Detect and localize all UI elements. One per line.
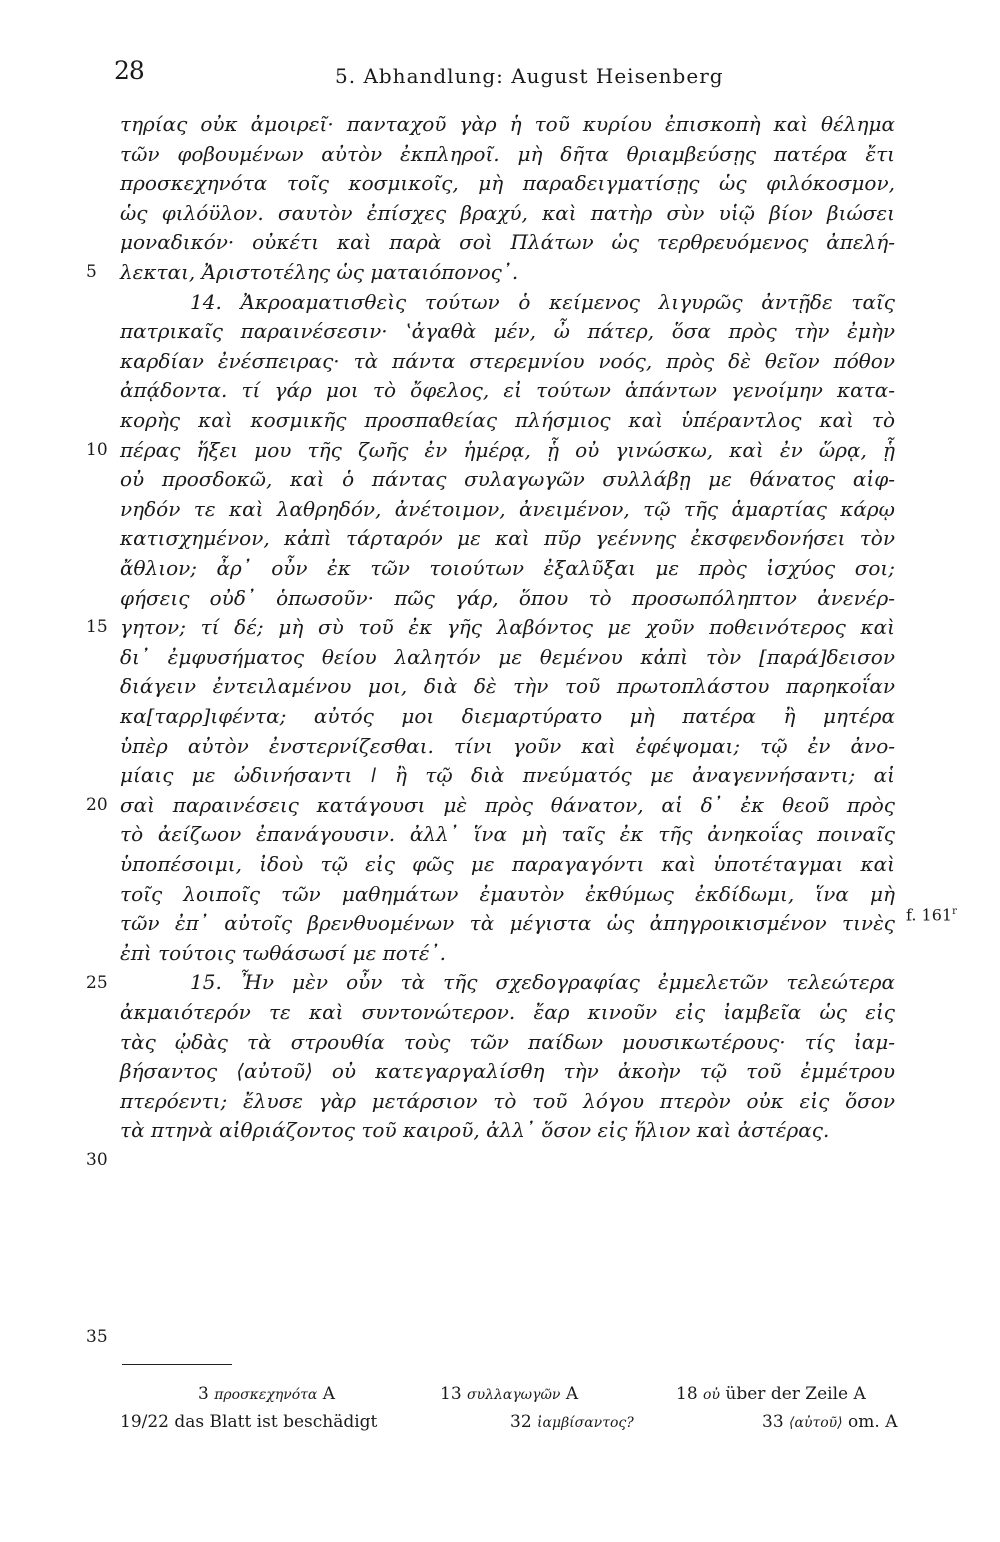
footnote	[198, 1382, 335, 1407]
text-line: μίαις με ὠδινήσαντι ǀ ἢ τῷ διὰ πνεύματός με ἀναγεννήσαντι; αἱ	[120, 763, 895, 787]
text-line: 15. Ἦν μὲν οὖν τὰ τῆς σχεδογραφίας ἐμμελετῶν τελεώτερα	[190, 970, 895, 994]
text-line: τὸ ἀείζωον ἐπανάγουσιν. ἀλλ᾿ ἵνα μὴ ταῖς ἐκ τῆς ἀνηκοΐας ποιναῖς	[120, 822, 895, 846]
text-line: πατρικαῖς παραινέσεσιν· ʽἀγαθὰ μέν, ὦ πάτερ, ὅσα πρὸς τὴν ἐμὴν	[120, 319, 895, 343]
footnote	[120, 1410, 377, 1434]
footnote-text: das Blatt ist beschädigt	[174, 1412, 378, 1432]
footnote	[676, 1382, 866, 1407]
text-line: ἄθλιον; ἆρ᾿ οὖν ἐκ τῶν τοιούτων ἐξαλῦξαι με πρὸς ἰσχύος σοι;	[120, 556, 895, 580]
footnote-ref: 33	[762, 1412, 784, 1432]
text-line: ὑποπέσοιμι, ἰδοὺ τῷ εἰς φῶς με παραγαγόντι καὶ ὑποτέταγμαι καὶ	[120, 852, 895, 876]
text-line: βήσαντος ⟨αὐτοῦ⟩ οὐ κατεγαργαλίσθη τὴν ἀκοὴν τῷ τοῦ ἐμμέτρου	[120, 1059, 895, 1083]
text-line: κορὴς καὶ κοσμικῆς προσπαθείας πλήσμιος καὶ ὑπέραντλος καὶ τὸ	[120, 408, 895, 432]
text-line: σαὶ παραινέσεις κατάγουσι μὲ πρὸς θάνατον, αἱ δ᾿ ἐκ θεοῦ πρὸς	[120, 793, 895, 817]
line-number: 15	[86, 617, 108, 637]
footnote	[510, 1410, 634, 1435]
line-number: 5	[86, 262, 97, 282]
page-number: 28	[114, 56, 144, 85]
text-line: λεκται, Ἀριστοτέλης ὡς ματαιόπονος᾿.	[120, 260, 519, 284]
text-line: τὰ πτηνὰ αἰθριάζοντος τοῦ καιροῦ, ἀλλ᾿ ὅσον εἰς ἥλιον καὶ ἀστέρας.	[120, 1118, 830, 1142]
footnote-greek: ⟨αὐτοῦ⟩	[789, 1415, 843, 1431]
text-line: καρδίαν ἐνέσπειρας· τὰ πάντα στερεμνίου νοός, πρὸς δὲ θεῖον πόθον	[120, 349, 895, 373]
line-number: 35	[86, 1327, 108, 1347]
footnote-ref: 32	[510, 1412, 532, 1432]
footnote-text: über der Zeile A	[725, 1384, 866, 1404]
footnote-ref: 18	[676, 1384, 698, 1404]
footnote-greek: ἰαμβίσαντος?	[537, 1415, 634, 1431]
line-number: 25	[86, 973, 108, 993]
text-line: πέρας ἥξει μου τῆς ζωῆς ἐν ἡμέρᾳ, ᾗ οὐ γινώσκω, καὶ ἐν ὥρᾳ, ᾗ	[120, 438, 895, 462]
text-line: τῶν φοβουμένων αὐτὸν ἐκπληροῖ. μὴ δῆτα θριαμβεύσῃς πατέρα ἔτι	[120, 142, 895, 166]
text-line: τοῖς λοιποῖς τῶν μαθημάτων ἐμαυτὸν ἐκθύμως ἐκδίδωμι, ἵνα μὴ	[120, 882, 895, 906]
line-number: 10	[86, 440, 108, 460]
text-line: τῶν ἐπ᾿ αὐτοῖς βρενθυομένων τὰ μέγιστα ὡς ἀπηγροικισμένον τινὲς	[120, 911, 895, 935]
text-line: κατισχημένον, κἀπὶ τάρταρόν με καὶ πῦρ γεέννης ἐκσφενδονήσει τὸν	[120, 526, 895, 550]
footnote-ref: 13	[440, 1384, 462, 1404]
text-line: ὑπὲρ αὐτὸν ἐνστερνίζεσθαι. τίνι γοῦν καὶ ἐφέψομαι; τῷ ἐν ἀνο-	[120, 734, 895, 758]
footnote-greek: συλλαγωγῶν	[467, 1387, 561, 1403]
folio-marginal-note	[906, 898, 957, 929]
footnote-ref: 19/22	[120, 1412, 169, 1432]
text-line: πτερόεντι; ἔλυσε γὰρ μετάρσιον τὸ τοῦ λόγου πτερὸν οὐκ εἰς ὅσον	[120, 1089, 895, 1113]
footnote-rule	[122, 1364, 232, 1365]
footnote-text: om. A	[848, 1412, 898, 1432]
footnote-greek: προσκεχηνότα	[214, 1387, 318, 1403]
running-head: 5. Abhandlung: August Heisenberg	[335, 64, 724, 88]
footnote-text: A	[565, 1384, 579, 1404]
text-line: ἀπᾴδοντα. τί γάρ μοι τὸ ὄφελος, εἰ τούτων ἁπάντων γενοίμην κατα-	[120, 378, 895, 402]
text-line: τηρίας οὐκ ἀμοιρεῖ· πανταχοῦ γὰρ ἡ τοῦ κυρίου ἐπισκοπὴ καὶ θέλημα	[120, 112, 895, 136]
footnote	[762, 1410, 897, 1435]
text-line: ὡς φιλόϋλον. σαυτὸν ἐπίσχες βραχύ, καὶ πατὴρ σὺν υἱῷ βίον βιώσει	[120, 201, 895, 225]
text-line: μοναδικόν· οὐκέτι καὶ παρὰ σοὶ Πλάτων ὡς τερθρευόμενος ἀπελή-	[120, 230, 895, 254]
text-line: 14. Ἀκροαματισθεὶς τούτων ὁ κείμενος λιγυρῶς ἀντῇδε ταῖς	[190, 290, 895, 314]
footnote-ref: 3	[198, 1384, 209, 1404]
text-line: δι᾿ ἐμφυσήματος θείου λαλητόν με θεμένου κἀπὶ τὸν [παρά]δεισον	[120, 645, 895, 669]
footnote-text: A	[322, 1384, 336, 1404]
text-line: φήσεις οὐδ᾿ ὁπωσοῦν· πῶς γάρ, ὅπου τὸ προσωπόληπτον ἀνενέρ-	[120, 586, 895, 610]
text-line: διάγειν ἐντειλαμένου μοι, διὰ δὲ τὴν τοῦ πρωτοπλάστου παρηκοΐαν	[120, 674, 895, 698]
line-number: 30	[86, 1150, 108, 1170]
folio-text: f. 161	[906, 905, 953, 925]
text-line: νηδόν τε καὶ λαθρηδόν, ἀνέτοιμον, ἀνειμένον, τῷ τῆς ἁμαρτίας κάρῳ	[120, 497, 895, 521]
text-line: προσκεχηνότα τοῖς κοσμικοῖς, μὴ παραδειγματίσῃς ὡς φιλόκοσμον,	[120, 171, 895, 195]
line-number: 20	[86, 795, 108, 815]
text-line: οὐ προσδοκῶ, καὶ ὁ πάντας συλαγωγῶν συλλάβῃ με θάνατος αἰφ-	[120, 467, 895, 491]
footnote	[440, 1382, 578, 1407]
text-line: ἀκμαιότερόν τε καὶ συντονώτερον. ἔαρ κινοῦν εἰς ἰαμβεῖα ὡς εἰς	[120, 1000, 895, 1024]
footnote-greek: οὐ	[703, 1387, 720, 1403]
text-line: τὰς ᾠδὰς τὰ στρουθία τοὺς τῶν παίδων μουσικωτέρους· τίς ἰαμ-	[120, 1030, 895, 1054]
text-line: ἐπὶ τούτοις τωθάσωσί με ποτέ᾿.	[120, 941, 447, 965]
text-line: γητον; τί δέ; μὴ σὺ τοῦ ἐκ γῆς λαβόντος με χοῦν ποθεινότερος καὶ	[120, 615, 895, 639]
text-line: κα[ταρρ]ιφέντα; αὐτός μοι διεμαρτύρατο μὴ πατέρα ἢ μητέρα	[120, 704, 895, 728]
folio-sup: r	[952, 906, 957, 917]
